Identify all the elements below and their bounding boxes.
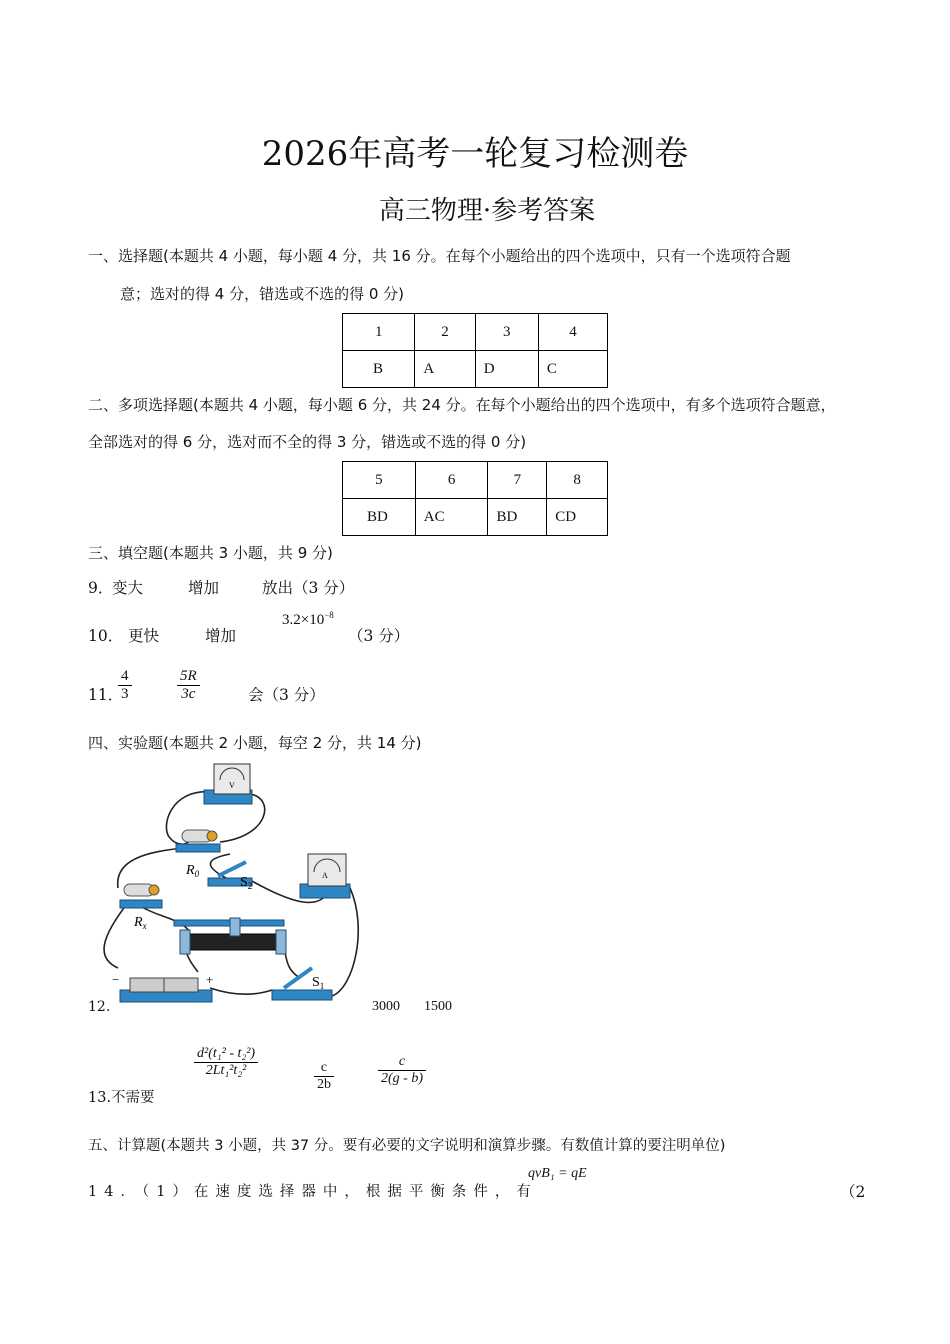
voltmeter	[204, 764, 252, 804]
q10-answer-1: 更快	[128, 627, 160, 645]
answer-table-2	[342, 461, 608, 536]
fraction-numerator: d²(t₁² - t₂²)	[194, 1046, 258, 1063]
section4-heading: 四、实验题(本题共 2 小题，每空 2 分，共 14 分)	[88, 734, 422, 752]
table-cell: 7	[488, 462, 547, 499]
fraction-denominator: 2(g - b)	[381, 1071, 423, 1086]
s2-label: $S_2$	[240, 875, 253, 891]
r0-label: $R_0$	[186, 863, 200, 879]
q10-answer-2: 增加	[205, 627, 237, 645]
table-cell: D	[475, 351, 538, 388]
table-row	[343, 499, 608, 536]
table-cell: 3	[475, 314, 538, 351]
rx-label: $R_x$	[134, 915, 147, 931]
q11-number: 11．	[88, 686, 124, 704]
resistor-rx	[120, 884, 162, 931]
table-cell: 6	[415, 462, 488, 499]
table-cell: C	[538, 351, 607, 388]
q10-answer-3	[282, 610, 334, 629]
section1-heading-line2: 意；选对的得 4 分，错选或不选的得 0 分)	[120, 285, 405, 303]
q12-number: 12.	[88, 999, 111, 1015]
q13-fraction-2	[314, 1060, 334, 1093]
switch-s2	[208, 862, 252, 891]
switch-s1	[272, 968, 332, 1000]
table-row	[343, 314, 608, 351]
q11-answer-3: 会（3 分）	[248, 686, 325, 704]
page-subtitle: 高三物理·参考答案	[378, 196, 596, 226]
battery-pack	[112, 972, 213, 1002]
q12-answer-2: 1500	[424, 999, 452, 1014]
ammeter-label: A	[322, 871, 328, 880]
q11-fraction-1	[118, 668, 132, 703]
q14-lead-text: 14．（1）在速度选择器中，根据平衡条件，有	[88, 1184, 538, 1200]
section1-heading-line1: 一、选择题(本题共 4 小题，每小题 4 分，共 16 分。在每个小题给出的四个选项中，只有一个选项符合题	[88, 247, 791, 265]
q9-number: 9．	[88, 579, 114, 597]
q9-answer-3: 放出（3 分）	[262, 579, 355, 597]
table-cell: 8	[547, 462, 608, 499]
fraction-numerator: c	[378, 1054, 426, 1071]
table-cell: B	[343, 351, 415, 388]
battery-plus: +	[206, 972, 214, 987]
table-cell: A	[415, 351, 475, 388]
q9-answer-2: 增加	[188, 579, 220, 597]
q13-fraction-3	[378, 1054, 426, 1087]
battery-minus: −	[112, 972, 120, 987]
q14-score: （2	[840, 1183, 866, 1201]
table-cell: 4	[538, 314, 607, 351]
fraction-numerator: 5R	[177, 668, 200, 686]
table-cell: BD	[343, 499, 416, 536]
table-row	[343, 351, 608, 388]
fraction-denominator: 2b	[317, 1077, 331, 1092]
section3-heading: 三、填空题(本题共 3 小题，共 9 分)	[88, 544, 333, 562]
s1-label: $S_1$	[312, 975, 325, 991]
table-cell: CD	[547, 499, 608, 536]
q13-number: 13.不需要	[88, 1090, 155, 1106]
fraction-numerator: c	[314, 1060, 334, 1077]
resistor-r0	[176, 830, 220, 879]
q10-value-exponent: −8	[324, 610, 334, 620]
section5-heading: 五、计算题(本题共 3 小题，共 37 分。要有必要的文字说明和演算步骤。有数值计算的要注明单位)	[88, 1138, 726, 1154]
q10-number: 10．	[88, 627, 124, 645]
q13-fraction-1	[194, 1046, 258, 1079]
section2-heading-line1: 二、多项选择题(本题共 4 小题，每小题 6 分，共 24 分。在每个小题给出的四个选项中，有多个选项符合题意，	[88, 396, 836, 414]
fraction-denominator: 2Lt₁²t₂²	[205, 1063, 247, 1078]
table-cell: BD	[488, 499, 547, 536]
circuit-diagram	[100, 758, 360, 1010]
q12-answer-1: 3000	[372, 999, 400, 1014]
fraction-denominator: 3	[121, 686, 129, 702]
q14-formula: qvB₁ = qE	[528, 1166, 587, 1181]
table-cell: 5	[343, 462, 416, 499]
ammeter	[300, 854, 350, 898]
q9-answer-1: 变大	[112, 579, 144, 597]
q10-score: （3 分）	[348, 627, 410, 645]
fraction-numerator: 4	[118, 668, 132, 686]
section2-heading-line2: 全部选对的得 6 分，选对而不全的得 3 分，错选或不选的得 0 分)	[88, 433, 527, 451]
table-cell: 2	[415, 314, 475, 351]
table-cell: AC	[415, 499, 488, 536]
q11-fraction-2	[177, 668, 200, 703]
rheostat	[174, 918, 286, 954]
voltmeter-label: V	[229, 781, 235, 790]
page-title: 2026年高考一轮复习检测卷	[261, 134, 689, 174]
fraction-denominator: 3c	[181, 686, 196, 702]
answer-table-1	[342, 313, 608, 388]
table-cell: 1	[343, 314, 415, 351]
table-row	[343, 462, 608, 499]
q10-value-base: 3.2×10	[282, 612, 325, 628]
